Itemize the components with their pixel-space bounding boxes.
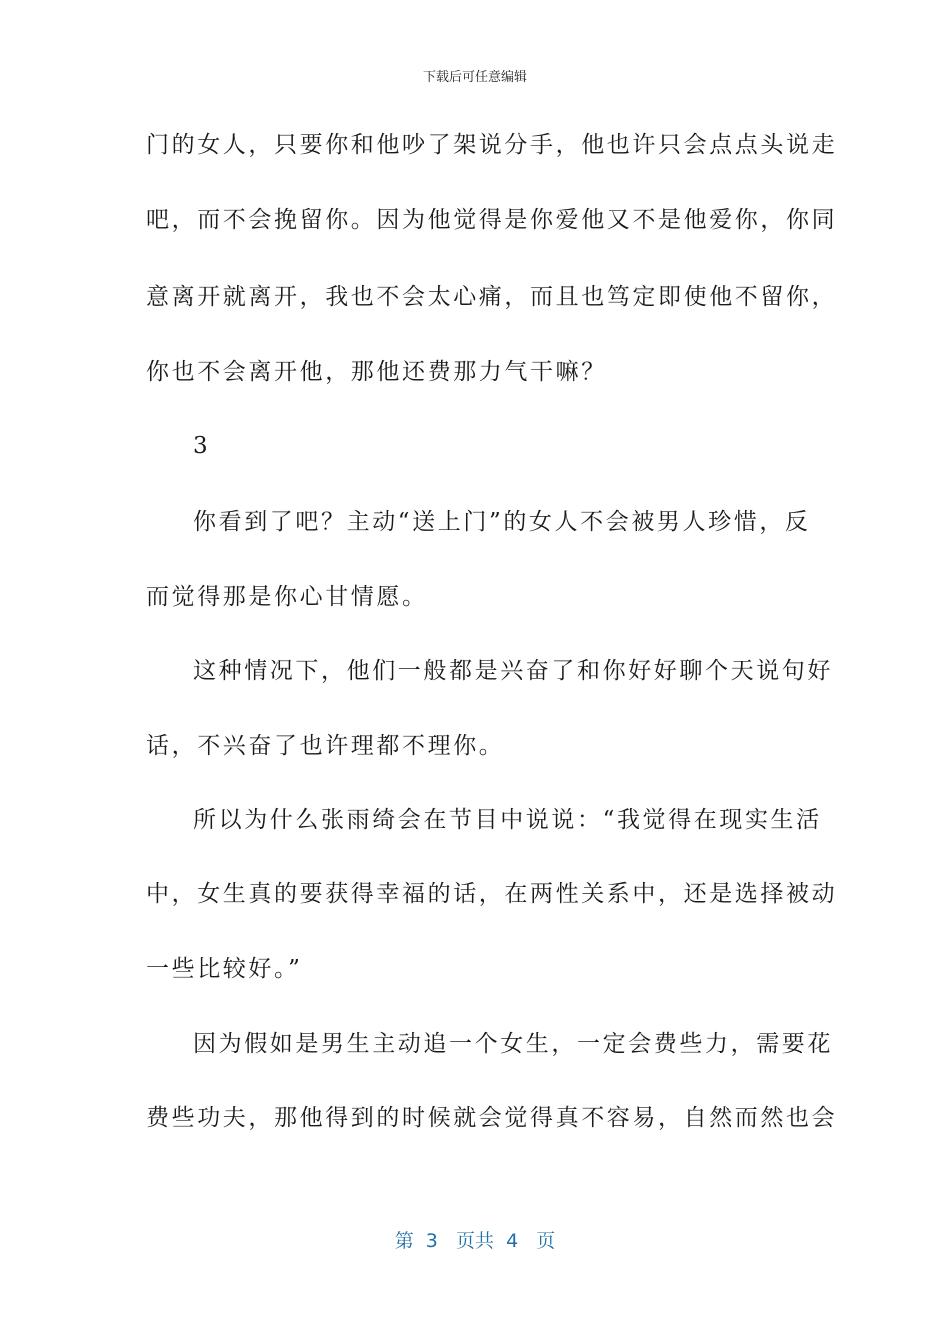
text-line: 这种情况下，他们一般都是兴奋了和你好好聊个天说句好: [193, 658, 833, 684]
text-line: 中，女生真的要获得幸福的话，在两性关系中，还是选择被动: [146, 881, 838, 907]
section-number: 3: [193, 433, 211, 459]
page-footer: 第 3 页共 4 页: [394, 1230, 556, 1252]
text-line: 你也不会离开他，那他还费那力气干嘛？: [146, 359, 607, 385]
text-line: 费些功夫，那他得到的时候就会觉得真不容易，自然而然也会: [146, 1105, 838, 1131]
text-line: 意离开就离开，我也不会太心痛，而且也笃定即使他不留你，: [146, 284, 838, 310]
text-line: 吧，而不会挽留你。因为他觉得是你爱他又不是他爱你，你同: [146, 207, 838, 233]
text-line: 因为假如是男生主动追一个女生，一定会费些力，需要花: [193, 1031, 833, 1057]
page-header: 下载后可任意编辑: [422, 70, 527, 85]
text-line: 话，不兴奋了也许理都不理你。: [146, 733, 505, 759]
text-line: 一些比较好。”: [146, 956, 303, 982]
text-line: 你看到了吧？主动“送上门”的女人不会被男人珍惜，反: [193, 509, 811, 535]
text-line: 所以为什么张雨绮会在节目中说说：“我觉得在现实生活: [193, 807, 822, 833]
text-line: 门的女人，只要你和他吵了架说分手，他也许只会点点头说走: [146, 132, 838, 158]
text-line: 而觉得那是你心甘情愿。: [146, 584, 428, 610]
